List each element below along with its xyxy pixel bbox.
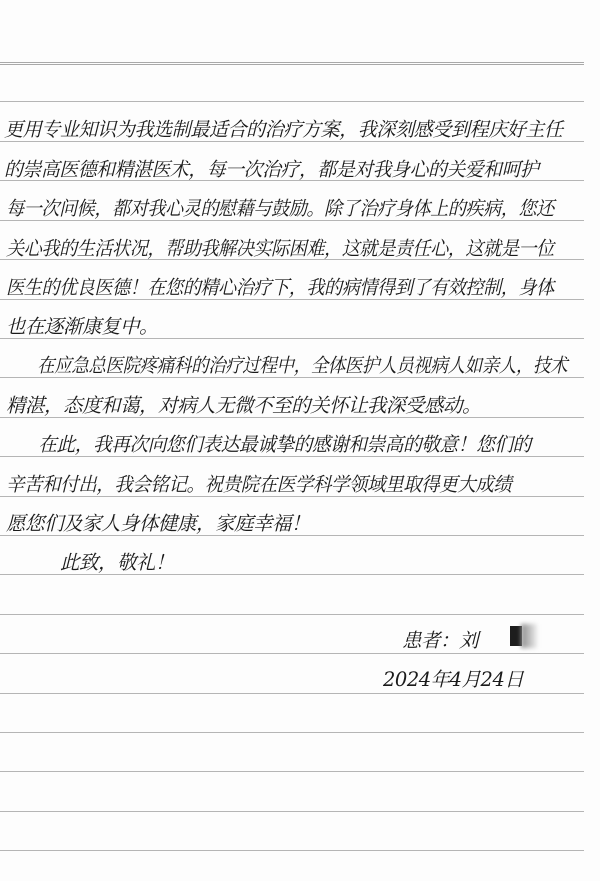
ruled-line xyxy=(0,653,584,654)
letter-body-line: 关心我的生活状况，帮助我解决实际困难，这就是责任心，这就是一位 xyxy=(6,237,554,260)
ruled-line xyxy=(0,732,584,733)
ruled-line xyxy=(0,811,584,812)
letter-body-line: 在应急总医院疼痛科的治疗过程中，全体医护人员视病人如亲人，技术 xyxy=(20,354,568,377)
date: 2024年4月24日 xyxy=(383,668,524,691)
closing: 此致，敬礼！ xyxy=(60,551,175,574)
letter-body-line: 每一次问候，都对我心灵的慰藉与鼓励。除了治疗身体上的疾病，您还 xyxy=(6,197,554,220)
letter-body-line: 辛苦和付出，我会铭记。祝贵院在医学科学领域里取得更大成绩 xyxy=(6,473,512,496)
ruled-line xyxy=(0,62,584,65)
ruled-line xyxy=(0,850,584,851)
redaction-blur xyxy=(521,624,537,648)
signature: 患者：刘 xyxy=(402,629,479,652)
letter-body-line: 愿您们及家人身体健康，家庭幸福！ xyxy=(6,512,311,535)
letter-body-line: 精湛，态度和蔼，对病人无微不至的关怀让我深受感动。 xyxy=(6,394,482,417)
letter-body-line: 在此，我再次向您们表达最诚挚的感谢和崇高的敬意！您们的 xyxy=(20,433,531,456)
letter-body-line: 医生的优良医德！在您的精心治疗下，我的病情得到了有效控制，身体 xyxy=(6,276,554,299)
letter-body-line: 的崇高医德和精湛医术，每一次治疗，都是对我身心的关爱和呵护 xyxy=(4,158,539,181)
letter-body-line: 更用专业知识为我选制最适合的治疗方案，我深刻感受到程庆好主任 xyxy=(4,118,563,141)
ruled-line xyxy=(0,614,584,615)
letter-body-line: 也在逐渐康复中。 xyxy=(6,315,159,338)
ruled-line xyxy=(0,771,584,772)
ruled-line xyxy=(0,693,584,694)
ruled-line xyxy=(0,101,584,102)
